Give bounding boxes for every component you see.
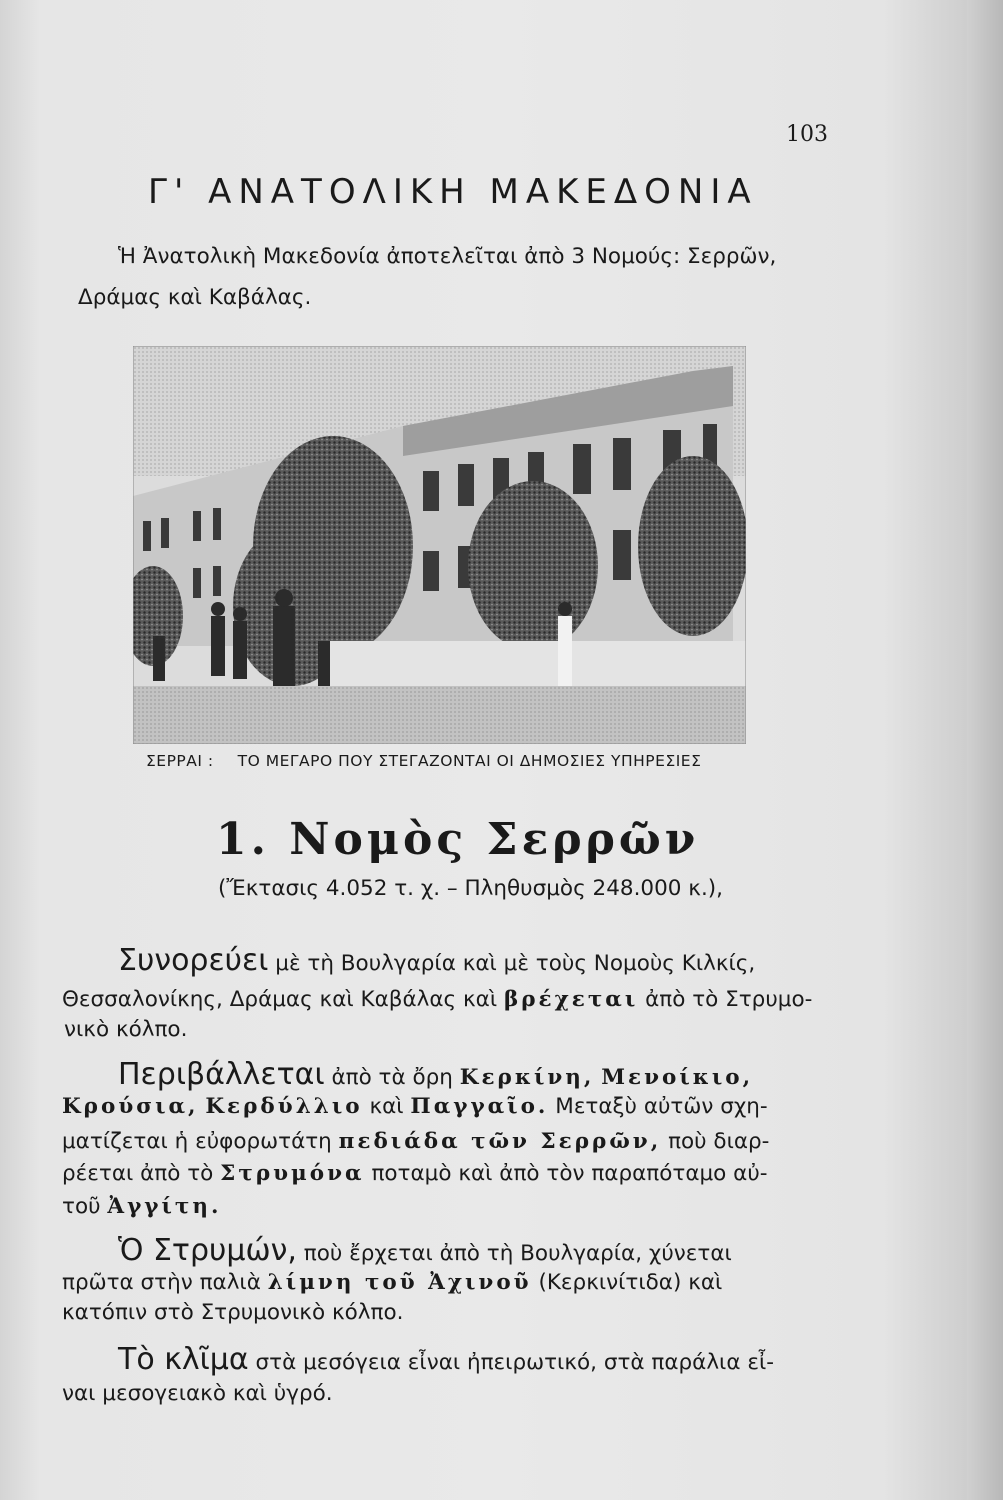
paragraph-1-text: ἀπὸ τὸ Στρυμο- xyxy=(645,987,813,1012)
paragraph-3-text: πρῶτα στὴν παλιὰ xyxy=(62,1270,261,1295)
paragraph-2-lead: Περιβάλλεται xyxy=(118,1057,325,1092)
paragraph-2-line-1 xyxy=(118,1057,754,1092)
mountain-name: Κερκίνη, xyxy=(459,1065,595,1090)
river-name: Ἀγγίτη. xyxy=(107,1194,222,1219)
mountain-name: Παγγαῖο. xyxy=(410,1094,549,1119)
page-edge xyxy=(967,0,1003,1500)
paragraph-2-text: ποταμὸ καὶ ἀπὸ τὸν παραπόταμο αὐ- xyxy=(371,1161,768,1186)
paragraph-2-text: Μεταξὺ αὐτῶν σχη- xyxy=(555,1094,768,1119)
paragraph-3-line-1 xyxy=(118,1233,732,1268)
paragraph-2-text: ρέεται ἀπὸ τὸ xyxy=(62,1161,214,1186)
intro-line-1: Ἡ Ἀνατολικὴ Μακεδονία ἀποτελεῖται ἀπὸ 3 Νομούς: Σερρῶν, xyxy=(118,244,777,269)
paragraph-3-text: (Κερκινίτιδα) καὶ xyxy=(538,1270,723,1295)
paragraph-3-text: ποὺ ἔρχεται ἀπὸ τὴ Βουλγαρία, χύνεται xyxy=(303,1241,732,1266)
paragraph-2-line-3 xyxy=(62,1131,769,1153)
paragraph-2-text: τοῦ xyxy=(62,1194,101,1219)
plain-name: πεδιάδα τῶν Σερρῶν, xyxy=(338,1129,662,1154)
paragraph-1-line-1 xyxy=(118,943,756,978)
river-name: Στρυμόνα xyxy=(220,1161,365,1186)
building-photo xyxy=(133,346,746,744)
caption-place: ΣΕΡΡΑΙ : xyxy=(146,752,214,770)
intro-line-2: Δράμας καὶ Καβάλας. xyxy=(78,285,312,310)
paragraph-1-text: μὲ τὴ Βουλγαρία καὶ μὲ τοὺς Νομοὺς Κιλκίς, xyxy=(275,951,756,976)
paragraph-2-text: ποὺ διαρ- xyxy=(668,1129,770,1154)
paragraph-2-text: καὶ xyxy=(369,1094,404,1119)
lake-name: λίμνη τοῦ Ἀχινοῦ xyxy=(267,1270,532,1295)
paragraph-1-emphasis: βρέχεται xyxy=(503,987,639,1012)
mountain-name: Κρούσια, xyxy=(62,1094,199,1119)
paragraph-1-lead: Συνορεύει xyxy=(118,943,269,978)
paragraph-1-line-3: νικὸ κόλπο. xyxy=(64,1017,188,1042)
page-number: 103 xyxy=(786,122,828,147)
paragraph-2-line-2 xyxy=(62,1096,768,1118)
caption-text: ΤΟ ΜΕΓΑΡΟ ΠΟΥ ΣΤΕΓΑΖΟΝΤΑΙ ΟΙ ΔΗΜΟΣΙΕΣ ΥΠΗΡΕΣΙΕΣ xyxy=(237,752,702,770)
paragraph-1-text: Θεσσαλονίκης, Δράμας καὶ Καβάλας καὶ xyxy=(62,987,498,1012)
paragraph-2-line-5 xyxy=(62,1196,221,1218)
paragraph-3-line-3: κατόπιν στὸ Στρυμονικὸ κόλπο. xyxy=(62,1300,404,1325)
paragraph-4-lead: Τὸ κλῖμα xyxy=(118,1342,249,1377)
paragraph-4-line-1 xyxy=(118,1342,774,1377)
chapter-heading: 1. Νομὸς Σερρῶν xyxy=(216,814,700,865)
paragraph-2-line-4 xyxy=(62,1163,768,1185)
paragraph-4-line-2: ναι μεσογειακὸ καὶ ὑγρό. xyxy=(62,1381,333,1406)
paragraph-2-text: ἀπὸ τὰ ὄρη xyxy=(331,1065,453,1090)
paragraph-3-lead: Ὁ Στρυμών, xyxy=(118,1233,297,1268)
paragraph-2-text: ματίζεται ἡ εὐφορωτάτη xyxy=(62,1129,332,1154)
mountain-name: Μενοίκιο, xyxy=(601,1065,754,1090)
chapter-stats: (Ἔκτασις 4.052 τ. χ. – Πληθυσμὸς 248.000 κ.), xyxy=(218,876,724,901)
paragraph-3-line-2 xyxy=(62,1272,722,1294)
section-title: Γ' ΑΝΑΤΟΛΙΚΗ ΜΑΚΕΔΟΝΙΑ xyxy=(148,172,758,212)
mountain-name: Κερδύλλιο xyxy=(205,1094,363,1119)
photo-caption xyxy=(146,752,701,770)
paragraph-4-text: στὰ μεσόγεια εἶναι ἠπειρωτικό, στὰ παράλια εἶ- xyxy=(255,1350,774,1375)
paragraph-1-line-2 xyxy=(62,989,812,1011)
